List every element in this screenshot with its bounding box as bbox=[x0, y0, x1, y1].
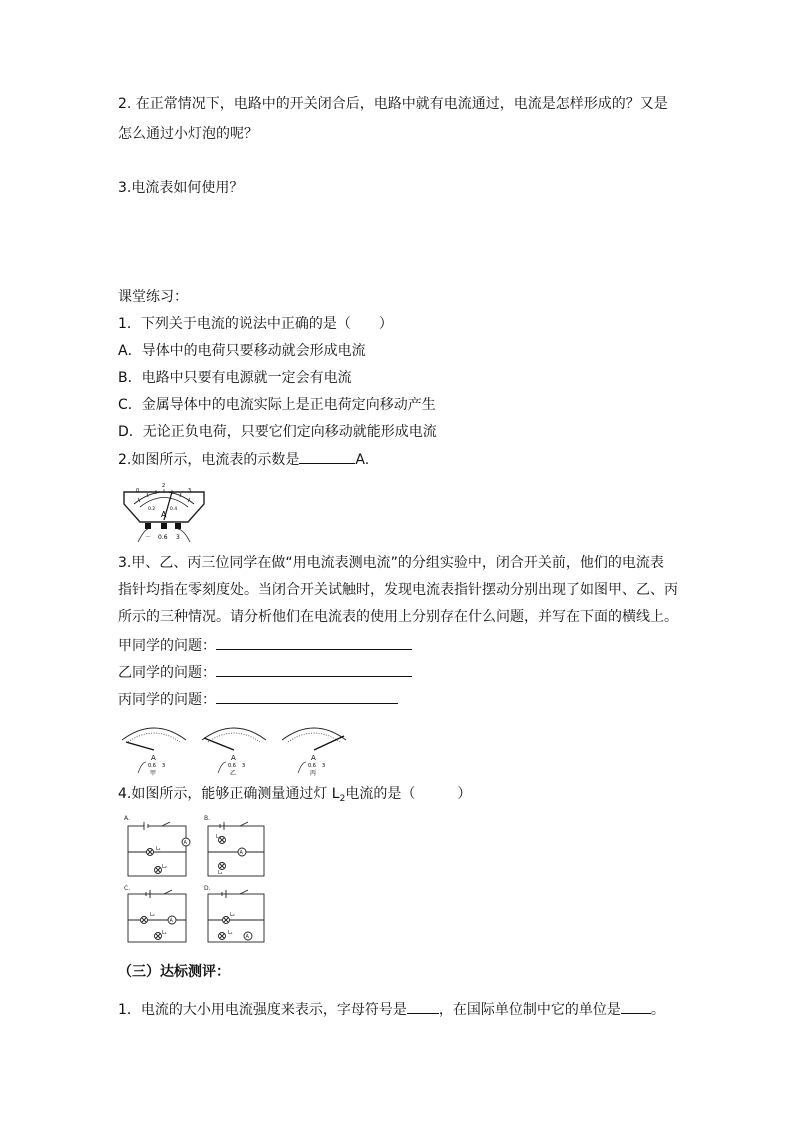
practice-q1-option-c: C．金属导体中的电流实际上是正电荷定向移动产生 bbox=[118, 397, 436, 413]
scale-label: 3 bbox=[188, 488, 192, 494]
lamp-label: L₁ bbox=[156, 846, 161, 852]
practice-q1-option-b: B．电路中只要有电源就一定会有电流 bbox=[118, 370, 352, 386]
scale-label: 0.2 bbox=[148, 507, 156, 512]
circuit-b bbox=[208, 822, 264, 876]
meter-letter: A bbox=[311, 754, 316, 762]
lamp-label: L₂ bbox=[162, 864, 167, 870]
assessment-q1 bbox=[118, 999, 665, 1020]
circuit-label-a: A. bbox=[124, 815, 130, 822]
answer-blank-jia[interactable] bbox=[216, 635, 412, 650]
q3-intro: 3.电流表如何使用？ bbox=[118, 180, 244, 196]
practice-q2 bbox=[118, 449, 369, 470]
lamp-label: L₂ bbox=[230, 912, 235, 918]
circuit-label-b: B. bbox=[204, 815, 211, 822]
ammeter-letter: A bbox=[169, 918, 173, 924]
practice-q2-suffix: A. bbox=[355, 452, 370, 468]
lamp-label: L₂ bbox=[150, 912, 155, 918]
circuit-label-d: D. bbox=[204, 885, 211, 892]
practice-q1-option-a: A．导体中的电荷只要移动就会形成电流 bbox=[118, 343, 366, 359]
q2-intro-line2: 怎么通过小灯泡的呢？ bbox=[118, 126, 258, 142]
meter-bing bbox=[282, 728, 346, 776]
practice-q4 bbox=[118, 784, 471, 809]
practice-q2-prefix: 2.如图所示，电流表的示数是 bbox=[118, 452, 300, 468]
terminal-neg: － bbox=[145, 534, 152, 541]
terminal-label: 3 bbox=[242, 763, 246, 769]
practice-heading: 课堂练习： bbox=[118, 289, 188, 305]
terminal-label: 0.6 bbox=[228, 763, 236, 769]
answer-blank-bing[interactable] bbox=[216, 689, 398, 704]
answer-label-yi: 乙同学的问题： bbox=[118, 665, 216, 681]
meter-letter: A bbox=[231, 754, 236, 762]
answer-blank-unit[interactable] bbox=[621, 999, 651, 1014]
circuit-label-c: C. bbox=[124, 885, 131, 892]
scale-label: 0 bbox=[136, 488, 140, 494]
practice-q3-line3: 所示的三种情况。请分析他们在电流表的使用上分别存在什么问题，并写在下面的横线上。 bbox=[118, 609, 678, 625]
meter-letter: A bbox=[161, 510, 167, 519]
assessment-heading bbox=[118, 962, 230, 982]
terminal-label: 3 bbox=[162, 763, 166, 769]
circuit-c bbox=[128, 890, 186, 942]
answer-label-jia: 甲同学的问题： bbox=[118, 638, 216, 654]
practice-q3-line2: 指针均指在零刻度处。当闭合开关试触时，发现电流表指针摆动分别出现了如图甲、乙、丙 bbox=[118, 582, 678, 598]
practice-q4-prefix: 4.如图所示，能够正确测量通过灯 L bbox=[118, 786, 340, 802]
answer-row-yi bbox=[118, 662, 412, 683]
ammeter-letter: A bbox=[239, 850, 243, 856]
terminal-label: 0.6 bbox=[148, 763, 156, 769]
terminal-06: 0.6 bbox=[158, 534, 168, 541]
lamp-label: L₂ bbox=[216, 834, 221, 840]
practice-q4-suffix: 电流的是（ ） bbox=[345, 786, 472, 802]
practice-q1-option-d: D．无论正负电荷，只要它们定向移动就能形成电流 bbox=[118, 424, 437, 440]
q2-intro-line1: 2. 在正常情况下，电路中的开关闭合后，电路中就有电流通过，电流是怎样形成的？又是 bbox=[118, 96, 668, 112]
meter-yi bbox=[202, 728, 266, 776]
needle bbox=[204, 738, 234, 750]
caption-bing: 丙 bbox=[310, 770, 317, 776]
circuits-figure bbox=[122, 812, 278, 948]
meter-jia bbox=[122, 728, 186, 776]
lamp-label: L₁ bbox=[218, 870, 223, 876]
needle bbox=[314, 736, 344, 750]
terminal-3: 3 bbox=[176, 534, 180, 541]
ammeter-letter: A bbox=[183, 840, 187, 846]
practice-q3-line1: 3.甲、乙、丙三位同学在做“用电流表测电流”的分组实验中，闭合开关前，他们的电流表 bbox=[118, 555, 664, 571]
lamp-label: L₁ bbox=[228, 930, 233, 936]
caption-yi: 乙 bbox=[230, 770, 237, 776]
terminal-label: 0.6 bbox=[308, 763, 316, 769]
assessment-q1-part2: ，在国际单位制中它的单位是 bbox=[438, 1002, 621, 1018]
answer-blank-yi[interactable] bbox=[216, 662, 412, 677]
answer-row-bing bbox=[118, 689, 398, 710]
scale-label: 2 bbox=[162, 483, 166, 489]
answer-row-jia bbox=[118, 635, 412, 656]
terminal-label: 3 bbox=[322, 763, 326, 769]
answer-blank[interactable] bbox=[299, 449, 355, 464]
assessment-q1-part1: 1．电流的大小用电流强度来表示，字母符号是 bbox=[118, 1002, 407, 1018]
meter-letter: A bbox=[151, 754, 156, 762]
needle bbox=[126, 742, 154, 750]
assessment-heading-text: （三）达标测评： bbox=[118, 964, 230, 980]
answer-blank-symbol[interactable] bbox=[407, 999, 439, 1014]
ammeter-figure bbox=[118, 478, 210, 544]
lamp-label: L₁ bbox=[162, 930, 167, 936]
answer-label-bing: 丙同学的问题： bbox=[118, 692, 216, 708]
circuit-d bbox=[208, 890, 264, 942]
assessment-q1-part3: 。 bbox=[650, 1002, 665, 1018]
three-meters-figure bbox=[118, 718, 368, 776]
caption-jia: 甲 bbox=[150, 770, 157, 776]
ammeter-letter: A bbox=[245, 934, 249, 940]
scale-label: 0.4 bbox=[170, 507, 178, 512]
practice-q1-stem: 1．下列关于电流的说法中正确的是（ ） bbox=[118, 316, 393, 332]
practice-q4-sub: 2 bbox=[339, 794, 346, 804]
